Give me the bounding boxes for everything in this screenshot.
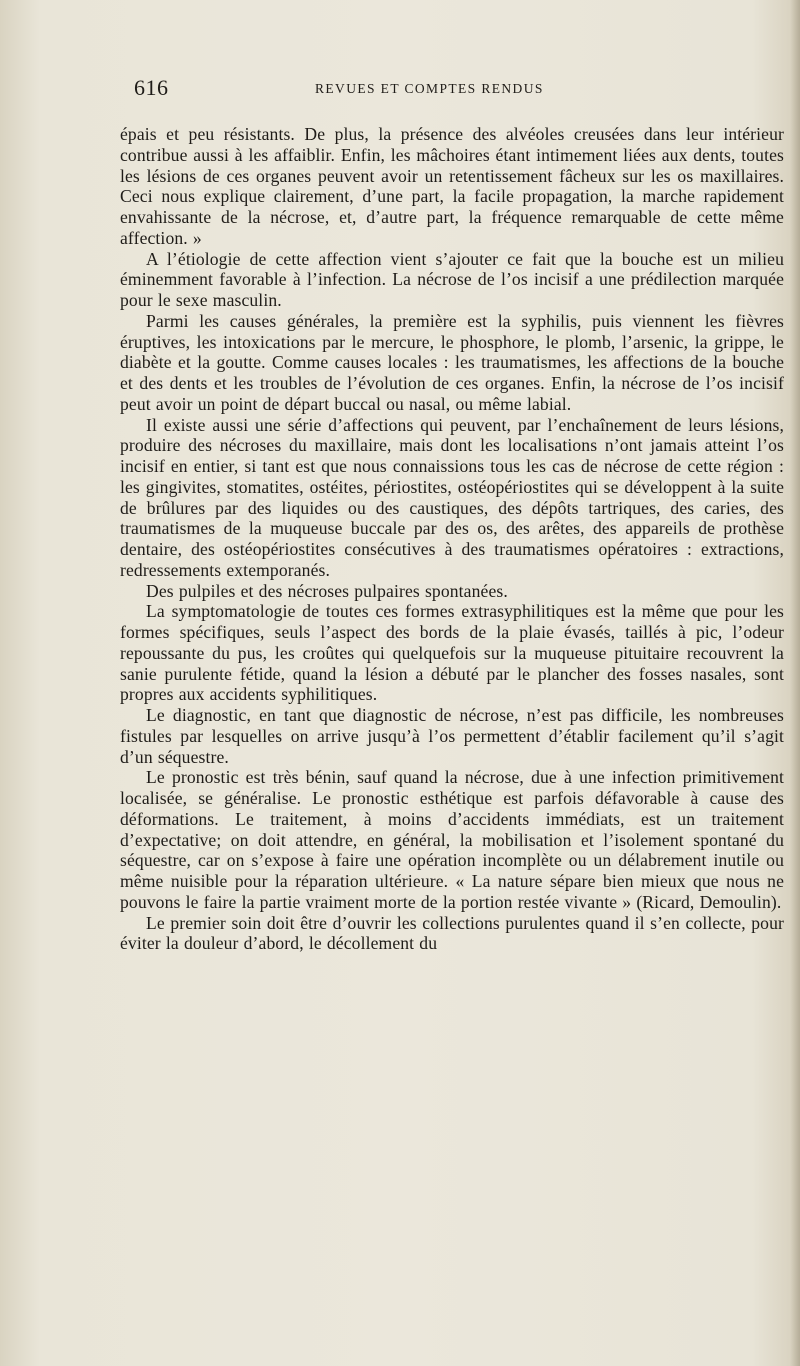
running-title: REVUES ET COMPTES RENDUS: [315, 81, 544, 96]
paragraph: Le premier soin doit être d’ouvrir les collections purulentes quand il s’en collecte, pour éviter la douleur d’abord, le décollement du: [120, 912, 784, 954]
paragraph: Il existe aussi une série d’affections qui peuvent, par l’enchaînement de leurs lésions, produire des nécroses du maxillaire, mais dont les localisations n’ont jamais atteint l’os incisif en entier, si tant est que nous connaissions tous les cas de nécrose de cette région : les gingivites, stomatites, ostéites, périostites, ostéopériostites qui se développent à la suite de brûlures par des liquides ou des caustiques, des dépôts tartriques, des caries, des traumatismes de la muqueuse buccale par des os, des arêtes, des appareils de prothèse dentaire, des ostéopériostites consécutives à des traumatismes opératoires : extractions, redressements extemporanés.: [120, 414, 784, 580]
paragraph: A l’étiologie de cette affection vient s’ajouter ce fait que la bouche est un milieu éminemment favorable à l’infection. La nécrose de l’os incisif a une prédilection marquée pour le sexe masculin.: [120, 248, 784, 310]
paragraph: La symptomatologie de toutes ces formes extrasyphilitiques est la même que pour les formes spécifiques, seuls l’aspect des bords de la plaie évasés, taillés à pic, l’odeur repoussante du pus, les croûtes qui quelquefois sur la muqueuse pituitaire recouvrent la sanie purulente fétide, quand la lésion a débuté par le plancher des fosses nasales, sont propres aux accidents syphilitiques.: [120, 601, 784, 705]
body-text: [120, 124, 784, 954]
page-number: 616: [134, 75, 169, 100]
paragraph: Parmi les causes générales, la première est la syphilis, puis viennent les fièvres éruptives, les intoxications par le mercure, le phosphore, le plomb, l’arsenic, la grippe, le diabète et la goutte. Comme causes locales : les traumatismes, les affections de la bouche et des dents et les troubles de l’évolution de ces organes. Enfin, la nécrose de l’os incisif peut avoir un point de départ buccal ou nasal, ou même labial.: [120, 310, 784, 414]
page-header: [134, 74, 784, 106]
paragraph: Le pronostic est très bénin, sauf quand la nécrose, due à une infection primitivement localisée, se généralise. Le pronostic esthétique est parfois défavorable à cause des déformations. Le traitement, à moins d’accidents immédiats, est un traitement d’expectative; on doit attendre, en général, la mobilisation et l’isolement spontané du séquestre, car on s’expose à faire une opération incomplète ou un délabrement inutile ou même nuisible pour la réparation ultérieure. « La nature sépare bien mieux que nous ne pouvons le faire la partie vraiment morte de la portion restée vivante » (Ricard, Demoulin).: [120, 767, 784, 912]
page-edge-shadow: [790, 0, 800, 1366]
paragraph: épais et peu résistants. De plus, la présence des alvéoles creusées dans leur intérieur contribue aussi à les affaiblir. Enfin, les mâchoires étant intimement liées aux dents, toutes les lésions de ces organes peuvent avoir un retentissement fâcheux sur les os maxillaires. Ceci nous explique clairement, d’une part, la facile propagation, la marche rapidement envahissante de la nécrose, et, d’autre part, la fréquence remarquable de cette même affection. »: [120, 124, 784, 248]
paragraph: Des pulpiles et des nécroses pulpaires spontanées.: [146, 580, 508, 601]
paragraph: Le diagnostic, en tant que diagnostic de nécrose, n’est pas difficile, les nombreuses fistules par lesquelles on arrive jusqu’à l’os permettent d’établir facilement qu’il s’agit d’un séquestre.: [120, 705, 784, 767]
